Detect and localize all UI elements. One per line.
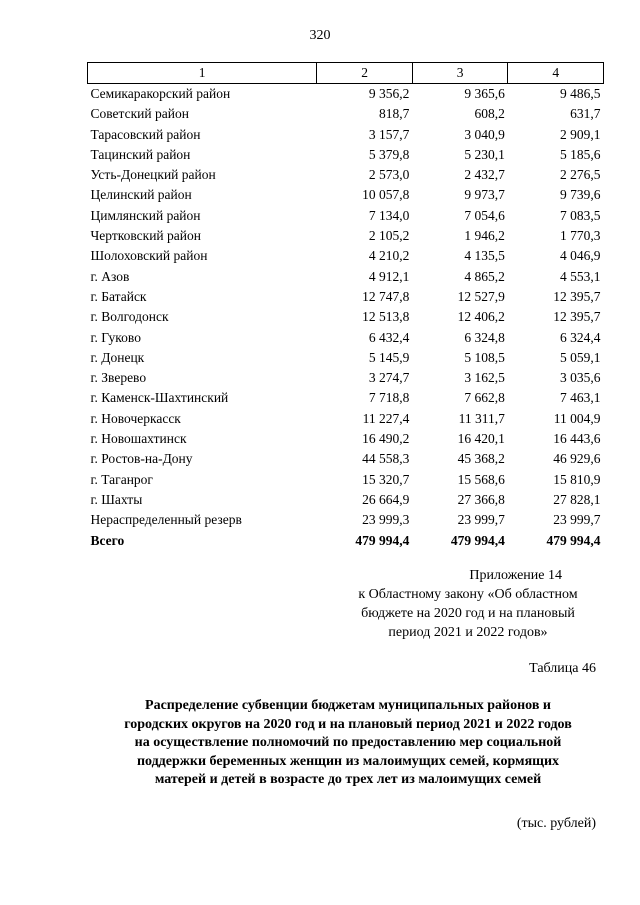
value-2021: 6 324,8: [464, 329, 505, 345]
appendix-line: бюджете на 2020 год и на плановый: [361, 606, 575, 621]
table-row: [88, 125, 604, 145]
value-2021: 7 662,8: [464, 390, 505, 406]
value-2021: 45 368,2: [457, 451, 505, 467]
value-2021: 2 432,7: [464, 167, 505, 183]
value-2021: 1 946,2: [464, 228, 505, 244]
value-2020: 12 513,8: [362, 309, 410, 325]
value-2022: 23 999,7: [553, 512, 601, 528]
value-2022: 631,7: [570, 106, 601, 122]
value-2020: 15 320,7: [362, 471, 410, 487]
value-2022: 11 004,9: [553, 410, 601, 426]
value-2021: 3 040,9: [464, 126, 505, 142]
table-row: [88, 328, 604, 348]
value-2022: 3 035,6: [560, 370, 601, 386]
value-2022: 6 324,4: [560, 329, 601, 345]
table-row: [88, 409, 604, 429]
value-2020: 44 558,3: [362, 451, 410, 467]
value-2021: 4 135,5: [464, 248, 505, 264]
table-row: [88, 490, 604, 510]
value-2022: 12 395,7: [553, 288, 601, 304]
value-2021: 12 527,9: [457, 288, 505, 304]
value-2020: 10 057,8: [362, 187, 410, 203]
table-row: [88, 185, 604, 205]
value-2022: 4 046,9: [560, 248, 601, 264]
table-row: [88, 84, 604, 105]
value-2020: 6 432,4: [368, 329, 410, 345]
table-header: [88, 63, 604, 84]
value-2022: 9 739,6: [560, 187, 601, 203]
appendix-line: к Областному закону «Об областном: [358, 587, 578, 602]
table-row: [88, 267, 604, 287]
table-row: [88, 470, 604, 490]
table-row: [88, 226, 604, 246]
row-name: г. Новошахтинск: [90, 431, 187, 447]
value-2021: 9 973,7: [464, 187, 505, 203]
heading-line: Распределение субвенции бюджетам муниципальных районов и: [145, 698, 551, 713]
value-2021: 16 420,1: [457, 431, 505, 447]
row-name: г. Зверево: [90, 370, 147, 386]
table-row: [88, 449, 604, 469]
value-2021: 9 365,6: [464, 86, 505, 101]
row-name: г. Шахты: [90, 491, 143, 507]
table-number: Таблица 46: [529, 661, 596, 676]
table-heading: [88, 697, 608, 790]
row-name: Тацинский район: [90, 146, 191, 162]
value-2020: 9 356,2: [368, 86, 410, 101]
value-2021: 4 865,2: [464, 268, 505, 284]
value-2022: 4 553,1: [560, 268, 601, 284]
value-2021: 11 311,7: [458, 410, 505, 426]
value-2021: 12 406,2: [457, 309, 505, 325]
value-2022: 5 059,1: [560, 349, 601, 365]
header-col-2: 2: [317, 63, 413, 84]
value-2020: 2 573,0: [368, 167, 410, 183]
value-2020: 4 210,2: [368, 248, 410, 264]
value-2022: 5 185,6: [560, 146, 601, 162]
row-name: Целинский район: [90, 187, 192, 203]
units-label: (тыс. рублей): [516, 816, 596, 831]
value-2021: 479 994,4: [450, 532, 505, 548]
row-name: г. Гуково: [90, 329, 141, 345]
value-2020: 479 994,4: [355, 532, 410, 548]
value-2020: 26 664,9: [362, 491, 410, 507]
value-2020: 16 490,2: [362, 431, 410, 447]
row-name: Всего: [90, 532, 125, 548]
table-row: [88, 368, 604, 388]
value-2020: 5 145,9: [368, 349, 410, 365]
page-number: 320: [309, 28, 331, 43]
header-col-1: 1: [88, 63, 317, 84]
row-name: Чертковский район: [90, 228, 201, 244]
header-row: [88, 63, 604, 84]
value-2022: 7 463,1: [560, 390, 601, 406]
table-row: [88, 348, 604, 368]
value-2022: 2 276,5: [560, 167, 601, 183]
subvention-table: [87, 62, 604, 551]
row-name: Цимлянский район: [90, 207, 201, 223]
value-2021: 5 108,5: [464, 349, 505, 365]
row-name: Шолоховский район: [90, 248, 208, 264]
row-name: Советский район: [90, 106, 189, 122]
value-2022: 15 810,9: [553, 471, 601, 487]
value-2020: 7 134,0: [368, 207, 410, 223]
value-2022: 27 828,1: [553, 491, 601, 507]
table-row: [88, 104, 604, 124]
value-2022: 46 929,6: [553, 451, 601, 467]
row-name: г. Каменск-Шахтинский: [90, 390, 229, 406]
row-name: Усть-Донецкий район: [90, 167, 216, 183]
value-2021: 3 162,5: [464, 370, 505, 386]
row-name: г. Батайск: [90, 288, 147, 304]
value-2021: 27 366,8: [457, 491, 505, 507]
table-row: [88, 246, 604, 266]
value-2022: 7 083,5: [560, 207, 601, 223]
value-2020: 818,7: [379, 106, 410, 122]
value-2022: 2 909,1: [560, 126, 601, 142]
table-total-row: [88, 531, 604, 551]
row-name: Нераспределенный резерв: [90, 512, 242, 528]
table-row: [88, 388, 604, 408]
value-2020: 3 274,7: [368, 370, 410, 386]
row-name: Тарасовский район: [90, 126, 201, 142]
value-2021: 5 230,1: [464, 146, 505, 162]
value-2020: 2 105,2: [368, 228, 410, 244]
heading-line: матерей и детей в возрасте до трех лет из малоимущих семей: [154, 772, 542, 787]
header-col-3: 3: [412, 63, 508, 84]
heading-line: городских округов на 2020 год и на плановый период 2021 и 2022 годов: [124, 716, 572, 732]
value-2020: 23 999,3: [362, 512, 410, 528]
value-2021: 608,2: [474, 106, 505, 122]
heading-line: поддержки беременных женщин из малоимущих семей, кормящих: [136, 753, 560, 769]
appendix-title: Приложение 14: [469, 568, 562, 583]
appendix-block: [340, 566, 596, 642]
table-row: [88, 206, 604, 226]
value-2022: 16 443,6: [553, 431, 601, 447]
value-2020: 11 227,4: [362, 410, 410, 426]
row-name: Семикаракорский район: [90, 86, 231, 101]
value-2020: 4 912,1: [368, 268, 410, 284]
value-2022: 12 395,7: [553, 309, 601, 325]
value-2022: 9 486,5: [560, 86, 601, 101]
row-name: г. Волгодонск: [90, 309, 169, 325]
value-2022: 1 770,3: [560, 228, 601, 244]
value-2020: 3 157,7: [368, 126, 410, 142]
appendix-line: период 2021 и 2022 годов»: [388, 625, 548, 640]
value-2021: 23 999,7: [457, 512, 505, 528]
value-2022: 479 994,4: [546, 532, 601, 548]
row-name: г. Ростов-на-Дону: [90, 451, 193, 467]
row-name: г. Таганрог: [90, 471, 153, 487]
header-col-4: 4: [508, 63, 604, 84]
value-2021: 7 054,6: [464, 207, 505, 223]
value-2021: 15 568,6: [457, 471, 505, 487]
value-2020: 12 747,8: [362, 288, 410, 304]
table-row: [88, 510, 604, 530]
row-name: г. Новочеркасск: [90, 410, 181, 426]
table-row: [88, 165, 604, 185]
table-row: [88, 429, 604, 449]
value-2020: 7 718,8: [368, 390, 410, 406]
table-row: [88, 287, 604, 307]
heading-line: на осуществление полномочий по предоставлению мер социальной: [134, 735, 562, 750]
value-2020: 5 379,8: [368, 146, 410, 162]
table-row: [88, 307, 604, 327]
table-row: [88, 145, 604, 165]
row-name: г. Азов: [90, 268, 130, 284]
table-body: [88, 84, 604, 551]
row-name: г. Донецк: [90, 349, 145, 365]
